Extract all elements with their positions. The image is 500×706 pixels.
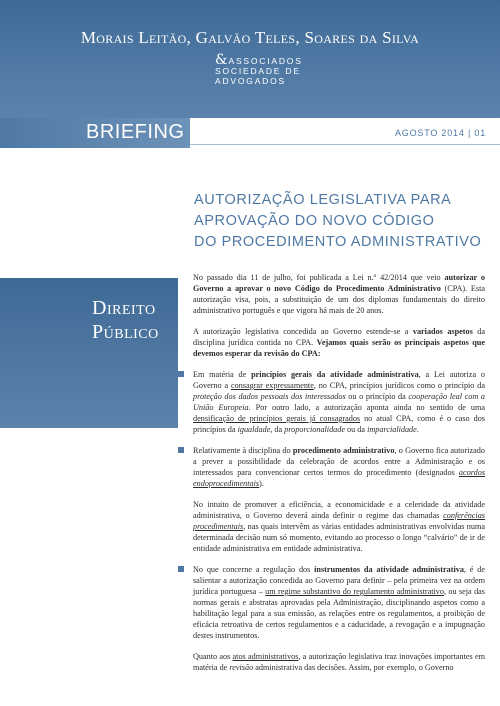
assoc-line-3: ADVOGADOS: [215, 76, 286, 86]
ampersand: &: [215, 52, 228, 68]
practice-area-block: [0, 278, 178, 428]
practice-area-line-2: Público: [92, 321, 159, 343]
briefing-label-block: [0, 118, 190, 148]
bullet-square-icon: [178, 566, 184, 572]
paragraph-conferences: No intuito de promover a eficiência, a economicidade e a celeridade da atividade administrativa, o Governo deverá ainda definir o regime das chamadas conferências procedimentais, nas quais intervêm as várias entidades administrativas envolvidas numa determinada decisão num só momento, evitando ao processo o longo “calvário” de ir de entidade administrativa em entidade administrativa.: [193, 500, 485, 553]
paragraph-acts: Quanto aos atos administrativos, a autorização legislativa traz inovações importantes em matéria de revisão administrativa das decisões. Assim, por exemplo, o Governo: [193, 652, 485, 672]
practice-area-line-1: Direito: [92, 297, 156, 319]
briefing-bar: [0, 118, 500, 148]
firm-name: Morais Leitão, Galvão Teles, Soares da Silva: [80, 28, 420, 47]
section-title-line-1: AUTORIZAÇÃO LEGISLATIVA PARA: [194, 192, 452, 208]
header-band: [0, 0, 500, 118]
article-body: [193, 272, 485, 683]
bullet-procedure: Relativamente à disciplina do procedimento administrativo, o Governo fica autorizado a prever a possibilidade da celebração de acordos entre a Administração e os interessados para convencionar certos termos do procedimento (designados acordos endoprocedimentais).: [193, 445, 485, 489]
firm-associates-logo: [215, 52, 325, 86]
briefing-title: BRIEFING: [86, 121, 185, 143]
bullet-square-icon: [178, 371, 184, 377]
assoc-line-2: SOCIEDADE DE: [215, 66, 301, 76]
section-title: [194, 190, 494, 253]
section-title-line-3: DO PROCEDIMENTO ADMINISTRATIVO: [194, 234, 482, 250]
paragraph-scope: A autorização legislativa concedida ao Governo estende-se a variados aspetos da disciplina jurídica contida no CPA. Vejamos quais serão os principais aspetos que devemos esperar da revisão do CPA:: [193, 327, 486, 358]
practice-area-label: [92, 296, 159, 344]
bullet-instruments: No que concerne a regulação dos instrumentos da atividade administrativa, é de salientar a autorização concedida ao Governo para definir – pela primeira vez na ordem jurídica portuguesa – um regime substantivo do regulamento administrativo, ou seja das normas gerais e abstratas aprovadas pela Administração, disciplinando aspetos como a habilitação legal para a sua emissão, as relações entre os regulamentos, a proibição de eficácia retroativa de certos regulamentos e a caducidade, a revogação e a impugnação destes instrumentos.: [193, 564, 485, 641]
paragraph-intro: No passado dia 11 de julho, foi publicada a Lei n.º 42/2014 que veio autorizar o Governo a aprovar o novo Código do Procedimento Administrativo (CPA). Esta autorização visa, pois, a substituição de um dos diplomas fundamentais do direito administrativo português e que vigora há mais de 20 anos.: [193, 273, 486, 315]
assoc-line-1: ASSOCIADOS: [228, 56, 303, 66]
briefing-date: AGOSTO 2014 | 01: [394, 128, 486, 138]
briefing-divider: [190, 144, 500, 145]
section-title-line-2: APROVAÇÃO DO NOVO CÓDIGO: [194, 213, 435, 229]
bullet-square-icon: [178, 447, 184, 453]
bullet-principles: Em matéria de princípios gerais da atividade administrativa, a Lei autoriza o Governo a consagrar expressamente, no CPA, princípios jurídicos como o princípio da proteção dos dados pessoais dos interessados ou o princípio da cooperação leal com a União Europeia. Por outro lado, a autorização aponta ainda no sentido de uma densificação de princípios gerais já consagrados no atual CPA, como é o caso dos princípios da igualdade, da proporcionalidade ou da imparcialidade.: [193, 369, 485, 435]
